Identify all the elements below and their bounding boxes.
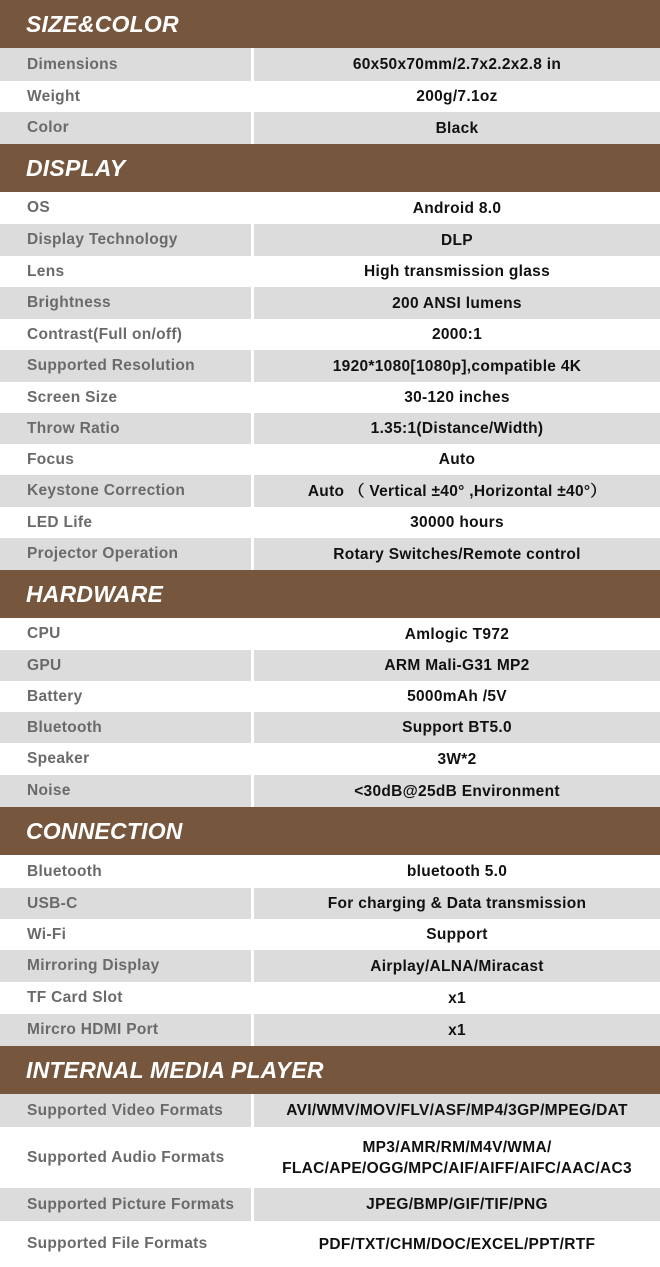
spec-label: Mircro HDMI Port [0, 1014, 251, 1046]
spec-value: PDF/TXT/CHM/DOC/EXCEL/PPT/RTF [254, 1221, 660, 1267]
spec-label: Bluetooth [0, 855, 251, 888]
spec-label: Noise [0, 775, 251, 807]
spec-row-usb-c [0, 888, 660, 919]
spec-label: LED Life [0, 507, 251, 538]
spec-row-projector-operation [0, 538, 660, 570]
spec-value: Android 8.0 [254, 192, 660, 224]
spec-label: OS [0, 192, 251, 224]
spec-row-file-formats [0, 1221, 660, 1267]
spec-value: Support [254, 919, 660, 950]
spec-value: JPEG/BMP/GIF/TIF/PNG [254, 1188, 660, 1221]
spec-label: GPU [0, 650, 251, 681]
spec-label: Supported Picture Formats [0, 1188, 251, 1221]
section-title: HARDWARE [26, 580, 164, 607]
spec-row-display-technology [0, 224, 660, 256]
spec-row-focus [0, 444, 660, 475]
section-header-internal-media-player [0, 1046, 660, 1094]
spec-label: Color [0, 112, 251, 144]
spec-label: Bluetooth [0, 712, 251, 743]
spec-label: Supported File Formats [0, 1221, 251, 1267]
section-title: CONNECTION [26, 817, 183, 844]
spec-value: <30dB@25dB Environment [254, 775, 660, 807]
spec-value [254, 1127, 660, 1188]
spec-value: x1 [254, 1014, 660, 1046]
spec-row-video-formats [0, 1094, 660, 1127]
spec-row-supported-resolution [0, 350, 660, 382]
spec-value: 5000mAh /5V [254, 681, 660, 712]
spec-value: DLP [254, 224, 660, 256]
spec-row-dimensions [0, 48, 660, 81]
spec-value: Black [254, 112, 660, 144]
spec-label: TF Card Slot [0, 982, 251, 1014]
spec-value: Support BT5.0 [254, 712, 660, 743]
spec-label: Supported Audio Formats [0, 1127, 251, 1188]
spec-row-audio-formats [0, 1127, 660, 1188]
spec-value-text: MP3/AMR/RM/M4V/WMA/ FLAC/APE/OGG/MPC/AIF/AIFF/AIFC/AAC/AC3 [282, 1138, 632, 1177]
spec-label: Throw Ratio [0, 413, 251, 444]
spec-value: 1.35:1(Distance/Width) [254, 413, 660, 444]
spec-value: bluetooth 5.0 [254, 855, 660, 888]
spec-value: Auto （ Vertical ±40° ,Horizontal ±40°） [254, 475, 660, 507]
spec-value: Rotary Switches/Remote control [254, 538, 660, 570]
spec-value: 2000:1 [254, 319, 660, 350]
spec-value: Airplay/ALNA/Miracast [254, 950, 660, 982]
spec-value: 30000 hours [254, 507, 660, 538]
spec-row-speaker [0, 743, 660, 775]
spec-label: Keystone Correction [0, 475, 251, 507]
spec-label: CPU [0, 618, 251, 650]
section-header-size-color [0, 0, 660, 48]
spec-value: 3W*2 [254, 743, 660, 775]
spec-row-led-life [0, 507, 660, 538]
spec-value: Auto [254, 444, 660, 475]
spec-row-battery [0, 681, 660, 712]
spec-label: USB-C [0, 888, 251, 919]
spec-value: High transmission glass [254, 256, 660, 287]
spec-value: ARM Mali-G31 MP2 [254, 650, 660, 681]
spec-label: Lens [0, 256, 251, 287]
section-header-display [0, 144, 660, 192]
spec-label: Speaker [0, 743, 251, 775]
spec-label: Projector Operation [0, 538, 251, 570]
spec-label: Battery [0, 681, 251, 712]
spec-value: 200 ANSI lumens [254, 287, 660, 319]
spec-row-color [0, 112, 660, 144]
spec-label: Weight [0, 81, 251, 112]
section-title: SIZE&COLOR [26, 10, 179, 37]
section-header-connection [0, 807, 660, 855]
spec-row-weight [0, 81, 660, 112]
spec-label: Mirroring Display [0, 950, 251, 982]
section-header-hardware [0, 570, 660, 618]
spec-row-picture-formats [0, 1188, 660, 1221]
spec-value: 30-120 inches [254, 382, 660, 413]
spec-value: Amlogic T972 [254, 618, 660, 650]
spec-row-screen-size [0, 382, 660, 413]
spec-label: Wi-Fi [0, 919, 251, 950]
spec-row-bluetooth-conn [0, 855, 660, 888]
spec-value: AVI/WMV/MOV/FLV/ASF/MP4/3GP/MPEG/DAT [254, 1094, 660, 1127]
spec-label: Brightness [0, 287, 251, 319]
spec-value: For charging & Data transmission [254, 888, 660, 919]
spec-value: x1 [254, 982, 660, 1014]
spec-row-brightness [0, 287, 660, 319]
spec-label: Focus [0, 444, 251, 475]
spec-label: Supported Video Formats [0, 1094, 251, 1127]
section-title: INTERNAL MEDIA PLAYER [26, 1056, 324, 1083]
spec-label: Supported Resolution [0, 350, 251, 382]
spec-row-gpu [0, 650, 660, 681]
spec-row-contrast [0, 319, 660, 350]
spec-row-bluetooth-hw [0, 712, 660, 743]
spec-row-mirroring-display [0, 950, 660, 982]
spec-row-wifi [0, 919, 660, 950]
spec-value: 60x50x70mm/2.7x2.2x2.8 in [254, 48, 660, 81]
spec-value: 1920*1080[1080p],compatible 4K [254, 350, 660, 382]
spec-value: 200g/7.1oz [254, 81, 660, 112]
spec-row-os [0, 192, 660, 224]
spec-row-noise [0, 775, 660, 807]
spec-row-keystone-correction [0, 475, 660, 507]
spec-row-tf-card-slot [0, 982, 660, 1014]
spec-row-micro-hdmi-port [0, 1014, 660, 1046]
spec-label: Display Technology [0, 224, 251, 256]
spec-row-throw-ratio [0, 413, 660, 444]
spec-label: Dimensions [0, 48, 251, 81]
spec-row-lens [0, 256, 660, 287]
spec-label: Screen Size [0, 382, 251, 413]
spec-row-cpu [0, 618, 660, 650]
spec-label: Contrast(Full on/off) [0, 319, 251, 350]
section-title: DISPLAY [26, 154, 126, 181]
